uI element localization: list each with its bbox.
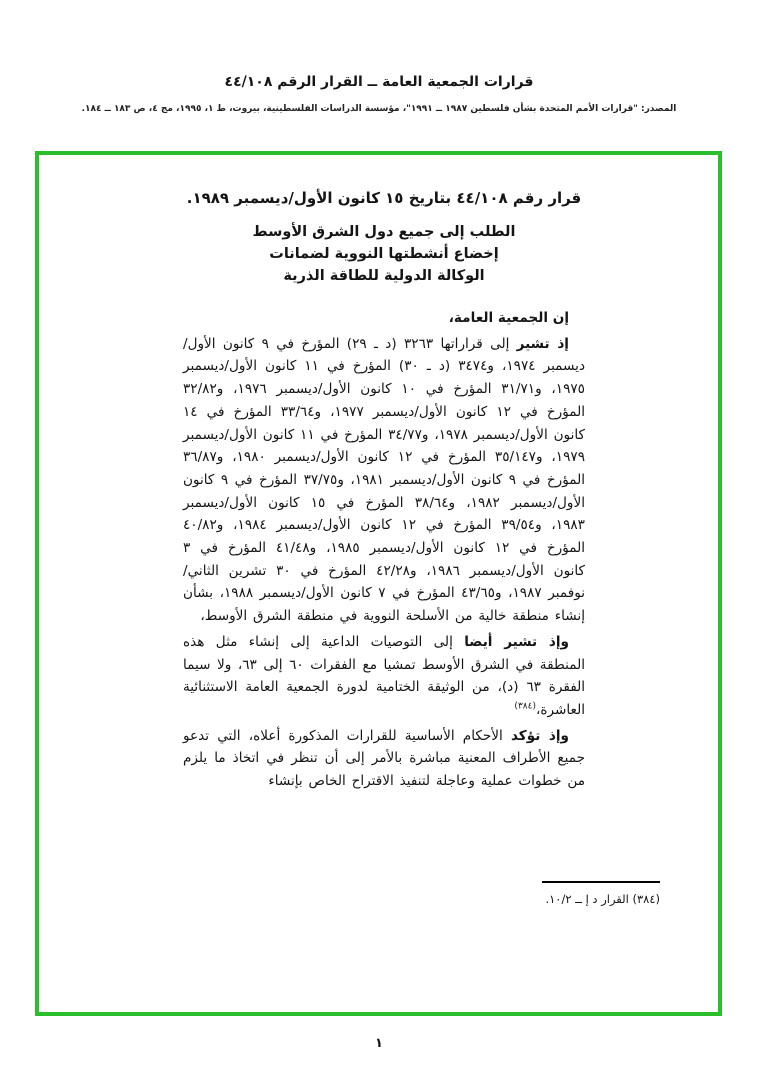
paragraph-text: الأحكام الأساسية للقرارات المذكورة أعلاه، التي تدعو جميع الأطراف المعنية مباشرة بالأمر إلى أن تنظر في اتخاذ ما يلزم من خطوات عملية وعاجلة لتنفيذ الاقتراح الخاص بإنشاء <box>183 727 585 790</box>
green-highlight-frame <box>35 151 722 1016</box>
footnote-reference-marker: (٣٨٤) <box>514 701 536 712</box>
preamble-paragraph-3 <box>183 725 585 793</box>
preamble-paragraph-2 <box>183 631 585 722</box>
page-header-title: قرارات الجمعية العامة ــ القرار الرقم ٤٤/١٠٨ <box>224 74 534 90</box>
paragraph-lead: وإذ تشير أيضا <box>464 633 570 650</box>
footnote-block <box>420 881 660 906</box>
resolution-subtitle-line-2: إخضاع أنشطتها النووية لضمانات <box>269 246 499 262</box>
resolution-title: قرار رقم ٤٤/١٠٨ بتاريخ ١٥ كانون الأول/ديسمبر ١٩٨٩. <box>186 189 582 207</box>
preamble-paragraph-1 <box>183 333 585 628</box>
opening-clause: إن الجمعية العامة، <box>448 310 569 326</box>
page-number: ١ <box>375 1036 383 1051</box>
paragraph-lead: إذ تشير <box>516 335 569 352</box>
resolution-subtitle-line-3: الوكالة الدولية للطاقة الذرية <box>283 268 485 284</box>
resolution-body <box>183 189 585 793</box>
paragraph-text: إلى التوصيات الداعية إلى إنشاء مثل هذه المنطقة في الشرق الأوسط تمشيا مع الفقرات ٦٠ إلى ٦٣، ولا سيما الفقرة ٦٣ (د)، من الوثيقة الختامية لدورة الجمعية العامة الاستثنائية العاشرة، <box>183 633 586 718</box>
paragraph-text: إلى قراراتها ٣٢٦٣ (د ـ ٢٩) المؤرخ في ٩ كانون الأول/ديسمبر ١٩٧٤، و٣٤٧٤ (د ـ ٣٠) المؤرخ في ١١ كانون الأول/ديسمبر ١٩٧٥، و٣١/٧١ المؤرخ في ١٠ كانون الأول/ديسمبر ١٩٧٦، و٣٢/٨٢ المؤرخ في ١٢ كانون الأول/ديسمبر ١٩٧٧، و٣٣/٦٤ المؤرخ في ١٤ كانون الأول/ديسمبر ١٩٧٨، و٣٤/٧٧ المؤرخ في ١١ كانون الأول/ديسمبر ١٩٧٩، و٣٥/١٤٧ المؤرخ في ١٢ كانون الأول/ديسمبر ١٩٨٠، و٣٦/٨٧ المؤرخ في ٩ كانون الأول/ديسمبر ١٩٨١، و٣٧/٧٥ المؤرخ في ٩ كانون الأول/ديسمبر ١٩٨٢، و٣٨/٦٤ المؤرخ في ١٥ كانون الأول/ديسمبر ١٩٨٣، و٣٩/٥٤ المؤرخ في ١٢ كانون الأول/ديسمبر ١٩٨٤، و٤٠/٨٢ المؤرخ في ١٢ كانون الأول/ديسمبر ١٩٨٥، و٤١/٤٨ المؤرخ في ٣ كانون الأول/ديسمبر ١٩٨٦، و٤٢/٢٨ المؤرخ في ٣٠ تشرين الثاني/نوفمبر ١٩٨٧، و٤٣/٦٥ المؤرخ في ٧ كانون الأول/ديسمبر ١٩٨٨، بشأن إنشاء منطقة خالية من الأسلحة النووية في منطقة الشرق الأوسط، <box>183 335 586 625</box>
source-citation-line: المصدر: "قرارات الأمم المتحدة بشأن فلسطين ١٩٨٧ ــ ١٩٩١"، مؤسسة الدراسات الفلسطينية، بيروت، ط ١، ١٩٩٥، مج ٤، ص ١٨٣ ــ ١٨٤. <box>81 104 677 114</box>
footnote-separator-rule <box>542 881 660 883</box>
footnote-text: (٣٨٤) القرار د إ ــ ١٠/٢. <box>545 892 660 906</box>
paragraph-lead: وإذ تؤكد <box>510 727 570 744</box>
resolution-subtitle-line-1: الطلب إلى جميع دول الشرق الأوسط <box>252 224 516 240</box>
